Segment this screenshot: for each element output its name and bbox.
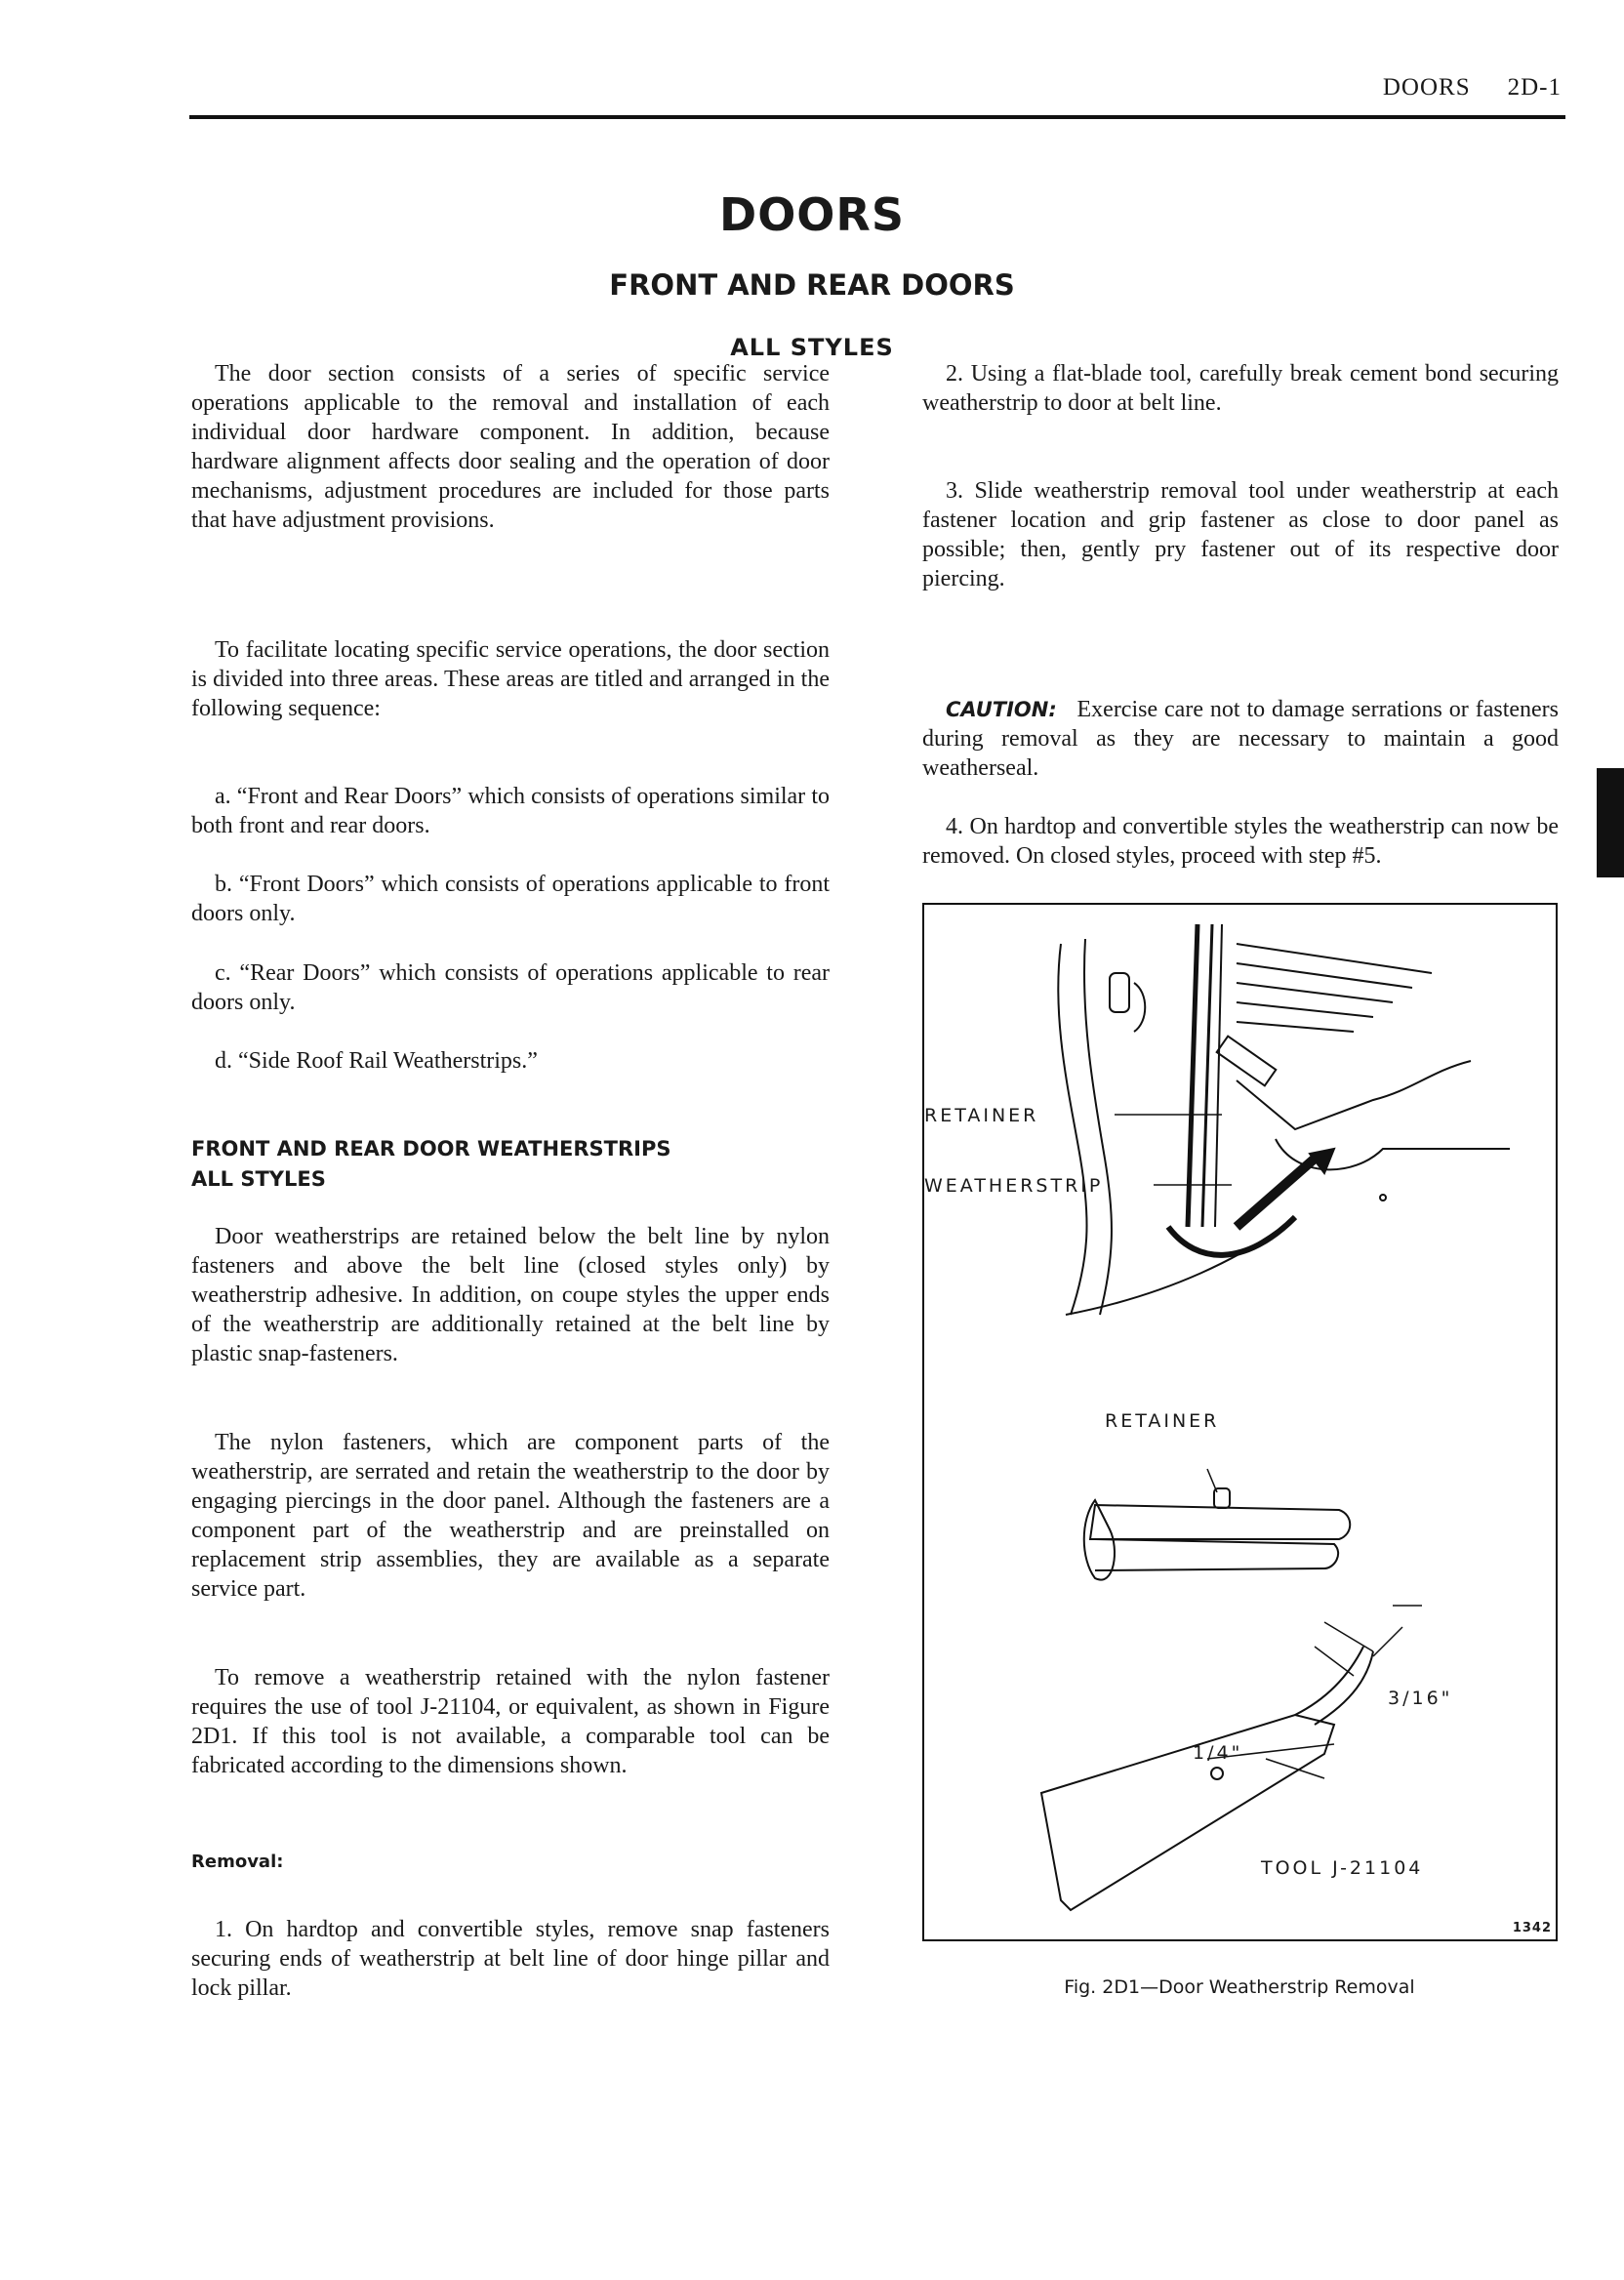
removal-step-4: 4. On hardtop and convertible styles the weatherstrip can now be removed. On closed styles, proceed with step #5. [922, 814, 1559, 869]
label-retainer-top: RETAINER [924, 1105, 1039, 1126]
section-thumb-tab [1597, 768, 1624, 877]
label-retainer-middle: RETAINER [1105, 1410, 1220, 1432]
figure-box [922, 903, 1558, 1941]
page-title: DOORS [719, 188, 905, 241]
caution-label: CAUTION: [946, 698, 1057, 721]
page-subtitle: FRONT AND REAR DOORS [609, 268, 1015, 302]
label-dimension-1-4: 1/4" [1193, 1742, 1243, 1764]
list-item-a: a. “Front and Rear Doors” which consists of operations similar to both front and rear doors. [191, 784, 830, 838]
list-item-d: d. “Side Roof Rail Weatherstrips.” [215, 1048, 538, 1074]
label-weatherstrip: WEATHERSTRIP [924, 1175, 1104, 1197]
header-section: DOORS [1382, 74, 1471, 101]
removal-step-3: 3. Slide weatherstrip removal tool under weatherstrip at each fastener location and grip fastener as close to door panel as possible; then, gently pry fastener out of its respective door piercing. [922, 478, 1559, 591]
list-item-c: c. “Rear Doors” which consists of operations applicable to rear doors only. [191, 960, 830, 1015]
label-dimension-3-16: 3/16" [1388, 1688, 1453, 1709]
removal-step-1: 1. On hardtop and convertible styles, remove snap fasteners securing ends of weatherstrip at belt line of door hinge pillar and lock pillar. [191, 1917, 830, 2001]
header-rule [189, 115, 1565, 119]
header-page-number: 2D-1 [1507, 74, 1562, 101]
caution-text: Exercise care not to damage serrations or fasteners during removal as they are necessary to maintain a good weatherseal. [922, 697, 1560, 781]
running-header [1383, 74, 1562, 102]
weatherstrip-paragraph-1: Door weatherstrips are retained below the belt line by nylon fasteners and above the belt line (closed styles only) by weatherstrip adhesive. In addition, on coupe styles the upper ends of the weatherstrip are additionally retained at the belt line by plastic snap-fasteners. [191, 1224, 830, 1366]
list-item-b: b. “Front Doors” which consists of operations applicable to front doors only. [191, 872, 830, 926]
caution-note [922, 695, 1559, 783]
label-tool-j-21104: TOOL J-21104 [1261, 1857, 1424, 1879]
figure-number: 1342 [1512, 1921, 1552, 1935]
intro-paragraph-1: The door section consists of a series of specific service operations applicable to the removal and installation of each individual door hardware component. In addition, because hardware alignment affects door sealing and the operation of door mechanisms, adjustment procedures are included for those parts that have adjustment provisions. [191, 361, 830, 533]
weatherstrip-paragraph-3: To remove a weatherstrip retained with the nylon fastener requires the use of tool J-21104, or equivalent, as shown in Figure 2D1. If this tool is not available, a comparable tool can be fabricated according to the dimensions shown. [191, 1665, 830, 1778]
weatherstrip-paragraph-2: The nylon fasteners, which are component parts of the weatherstrip, are serrated and retain the weatherstrip to the door by engaging piercings in the door panel. Although the fasteners are a component part of the weatherstrip and are preinstalled on replacement strip assemblies, they are available as a separate service part. [191, 1430, 830, 1602]
figure-caption: Fig. 2D1—Door Weatherstrip Removal [1064, 1976, 1415, 1998]
page-styles-title: ALL STYLES [730, 334, 894, 361]
removal-heading: Removal: [191, 1852, 284, 1872]
intro-paragraph-2: To facilitate locating specific service operations, the door section is divided into three areas. These areas are titled and arranged in the following sequence: [191, 637, 830, 721]
section-heading: FRONT AND REAR DOOR WEATHERSTRIPS ALL STYLES [191, 1137, 671, 1191]
removal-step-2: 2. Using a flat-blade tool, carefully break cement bond securing weatherstrip to door at belt line. [922, 361, 1559, 416]
weatherstrip-removal-illustration [924, 905, 1556, 1939]
